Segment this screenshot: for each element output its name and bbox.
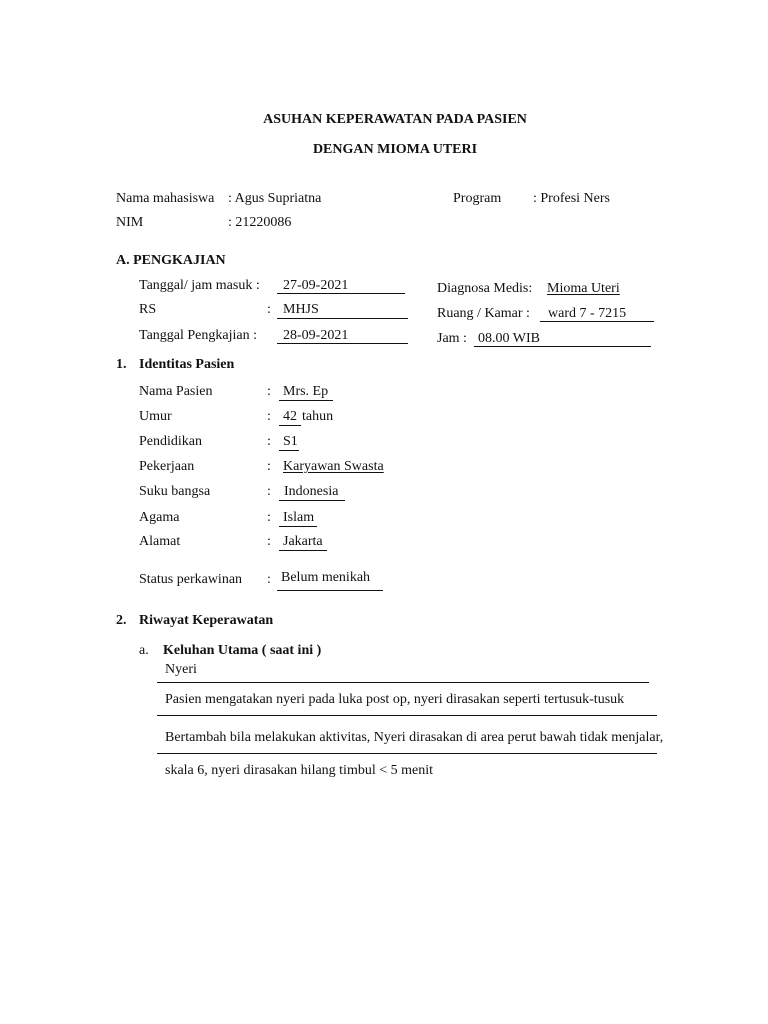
status-perkawinan-value: Belum menikah (281, 570, 371, 585)
rs-value: MHJS (283, 302, 319, 317)
agama-label: Agama (139, 510, 180, 525)
student-name-value: : Agus Supriatna (228, 191, 322, 206)
umur-colon: : (267, 409, 271, 424)
nama-pasien-value: Mrs. Ep (283, 384, 329, 399)
nama-pasien-colon: : (267, 384, 271, 399)
keluhan-line-3-underline (157, 753, 657, 754)
agama-value: Islam (283, 510, 315, 525)
ruang-kamar-value: ward 7 - 7215 (548, 306, 627, 321)
ruang-kamar-label: Ruang / Kamar : (437, 306, 530, 321)
pekerjaan-value: Karyawan Swasta (283, 459, 384, 474)
nama-pasien-underline (279, 400, 333, 401)
program-label: Program (453, 191, 502, 206)
umur-label: Umur (139, 409, 172, 424)
document-title-line-1: ASUHAN KEPERAWATAN PADA PASIEN (263, 112, 527, 127)
umur-value: 42 (283, 409, 297, 424)
alamat-colon: : (267, 534, 271, 549)
rs-colon: : (267, 302, 271, 317)
ruang-kamar-underline (540, 321, 654, 322)
program-value: : Profesi Ners (533, 191, 610, 206)
suku-bangsa-underline (279, 500, 345, 501)
student-nim-label: NIM (116, 215, 144, 230)
keluhan-line-2: Pasien mengatakan nyeri pada luka post op, nyeri dirasakan seperti tertusuk-tusuk (165, 692, 625, 707)
pekerjaan-colon: : (267, 459, 271, 474)
rs-underline (277, 318, 408, 319)
pendidikan-underline (279, 450, 299, 451)
diagnosa-medis-value: Mioma Uteri (547, 281, 620, 296)
section-1-heading: Identitas Pasien (139, 357, 235, 372)
suku-bangsa-label: Suku bangsa (139, 484, 211, 499)
pendidikan-value: S1 (283, 434, 298, 449)
section-1-number: 1. (116, 357, 127, 372)
nama-pasien-label: Nama Pasien (139, 384, 213, 399)
agama-underline (279, 526, 317, 527)
keluhan-line-1-underline (157, 682, 649, 683)
jam-label: Jam : (437, 331, 467, 346)
tanggal-masuk-label: Tanggal/ jam masuk : (139, 278, 260, 293)
keluhan-line-3: Bertambah bila melakukan aktivitas, Nyeri dirasakan di area perut bawah tidak menjalar, (165, 730, 664, 745)
tanggal-pengkajian-underline (277, 343, 408, 344)
keluhan-line-4: skala 6, nyeri dirasakan hilang timbul < 5 menit (165, 763, 434, 778)
jam-underline (474, 346, 651, 347)
student-name-label: Nama mahasiswa (116, 191, 215, 206)
keluhan-utama-heading: Keluhan Utama ( saat ini ) (163, 643, 322, 658)
alamat-label: Alamat (139, 534, 181, 549)
jam-value: 08.00 WIB (478, 331, 540, 346)
suku-bangsa-colon: : (267, 484, 271, 499)
section-2-heading: Riwayat Keperawatan (139, 613, 274, 628)
section-a-heading: A. PENGKAJIAN (116, 253, 226, 268)
status-perkawinan-colon: : (267, 572, 271, 587)
status-perkawinan-underline (277, 590, 383, 591)
keluhan-line-1: Nyeri (165, 662, 197, 677)
rs-label: RS (139, 302, 157, 317)
alamat-underline (279, 550, 327, 551)
pendidikan-colon: : (267, 434, 271, 449)
suku-bangsa-value: Indonesia (284, 484, 339, 499)
sub-a-marker: a. (139, 643, 149, 658)
document-title-line-2: DENGAN MIOMA UTERI (312, 142, 478, 157)
tanggal-masuk-value: 27-09-2021 (283, 278, 349, 293)
diagnosa-medis-label: Diagnosa Medis: (437, 281, 533, 296)
tanggal-masuk-underline (277, 293, 405, 294)
agama-colon: : (267, 510, 271, 525)
keluhan-line-2-underline (157, 715, 657, 716)
pendidikan-label: Pendidikan (139, 434, 202, 449)
status-perkawinan-label: Status perkawinan (139, 572, 243, 587)
pekerjaan-label: Pekerjaan (139, 459, 195, 474)
section-2-number: 2. (116, 613, 127, 628)
umur-underline (279, 425, 301, 426)
tanggal-pengkajian-value: 28-09-2021 (283, 328, 349, 343)
student-nim-value: : 21220086 (228, 215, 292, 230)
alamat-value: Jakarta (283, 534, 323, 549)
tanggal-pengkajian-label: Tanggal Pengkajian : (139, 328, 257, 343)
umur-suffix: tahun (302, 409, 334, 424)
